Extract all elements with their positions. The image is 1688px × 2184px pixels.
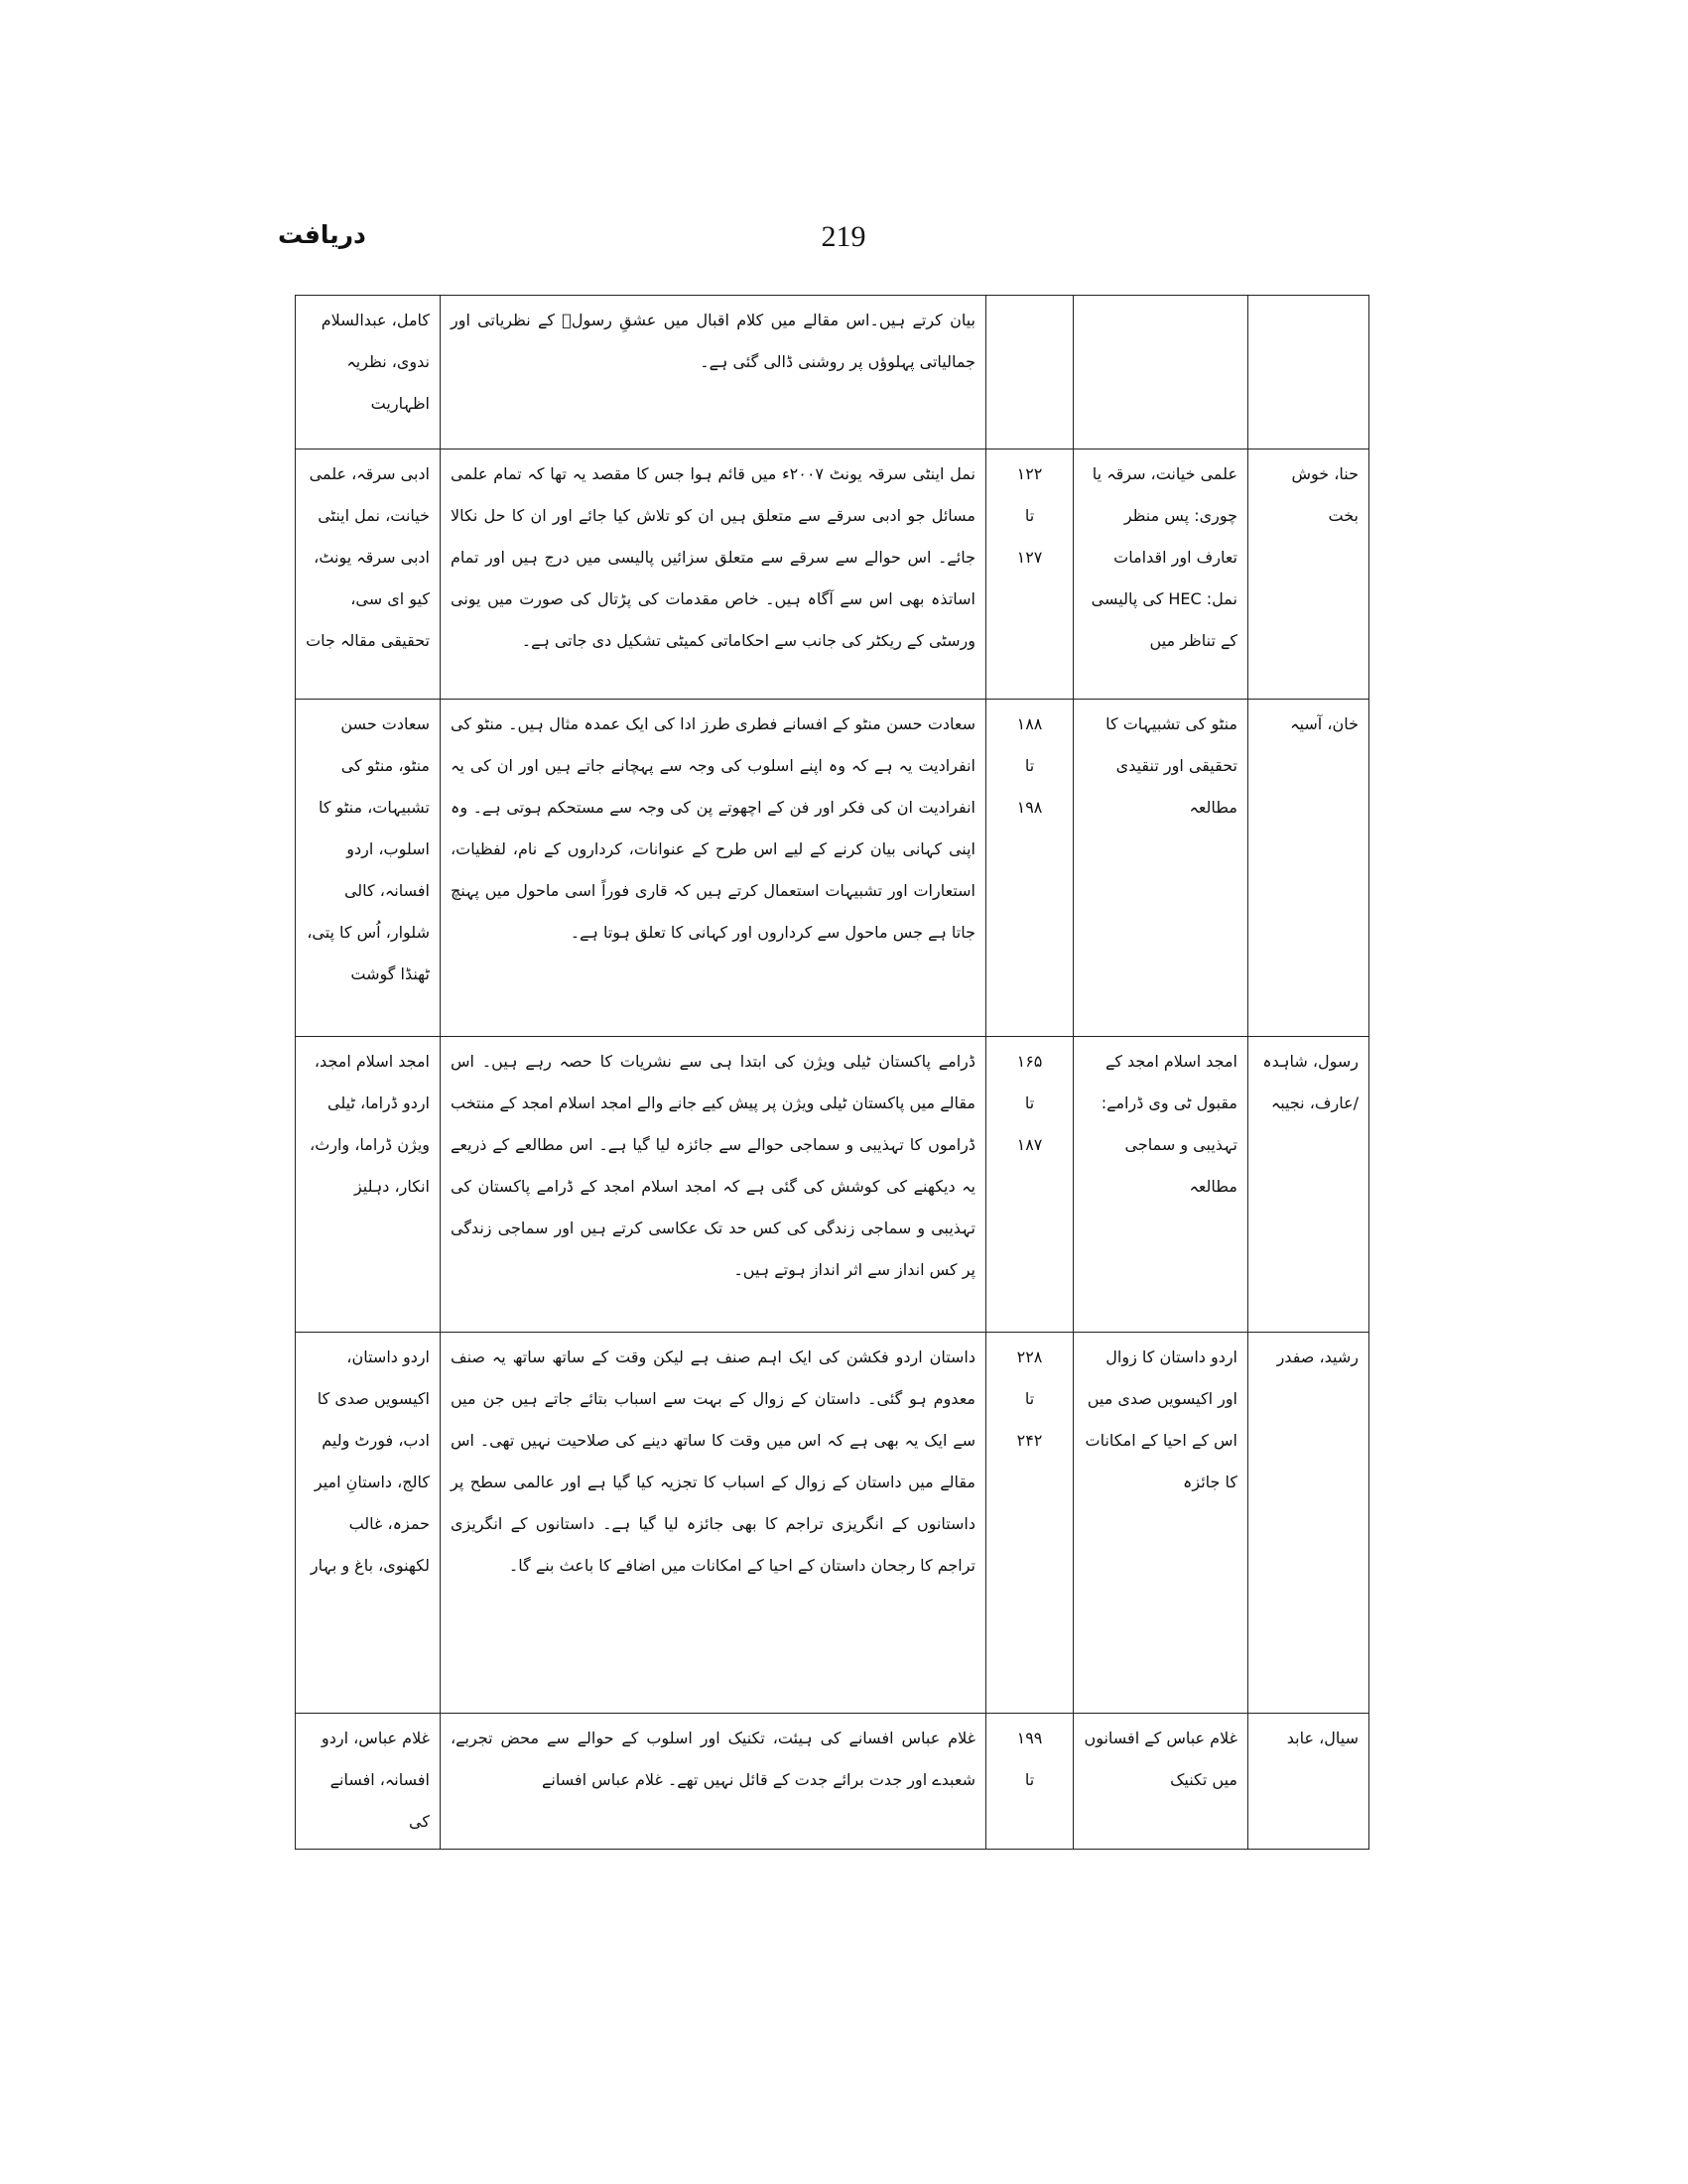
abstract-cell: غلام عباس افسانے کی ہیئت، تکنیک اور اسلوب کے حوالے سے محض تجربے، شعبدے اور جدت برائے جدت کے قائل نہیں تھے۔ غلام عباس افسانے xyxy=(441,1714,986,1850)
keywords-cell: کامل، عبدالسلام ندوی، نظریہ اظہاریت xyxy=(296,296,441,450)
title-cell: علمی خیانت، سرقہ یا چوری: پس منظر تعارف اور اقدامات نمل: HEC کی پالیسی کے تناظر میں xyxy=(1074,450,1248,700)
title-cell: منٹو کی تشبیہات کا تحقیقی اور تنقیدی مطالعہ xyxy=(1074,700,1248,1037)
table-row xyxy=(296,1714,1369,1850)
page-to: تا xyxy=(1024,1389,1035,1408)
pages-cell xyxy=(986,700,1074,1037)
page-start: ۱۲۲ xyxy=(1016,464,1043,483)
page-end: ۱۲۷ xyxy=(1016,548,1043,567)
keywords-cell: ادبی سرقہ، علمی خیانت، نمل اینٹی ادبی سرقہ یونٹ، کیو ای سی، تحقیقی مقالہ جات xyxy=(296,450,441,700)
page-end: ۱۸۷ xyxy=(1016,1135,1043,1154)
pages-cell xyxy=(986,296,1074,450)
abstract-cell: بیان کرتے ہیں۔اس مقالے میں کلام اقبال میں عشقِ رسولؐ کے نظریاتی اور جمالیاتی پہلوؤں پر روشنی ڈالی گئی ہے۔ xyxy=(441,296,986,450)
page-end: ۱۹۸ xyxy=(1016,798,1043,817)
page-end: ۲۴۲ xyxy=(1016,1431,1043,1450)
table-row xyxy=(296,1037,1369,1333)
table-row xyxy=(296,296,1369,450)
page-to: تا xyxy=(1024,1770,1035,1789)
keywords-cell: سعادت حسن منٹو، منٹو کی تشبیہات، منٹو کا اسلوب، اردو افسانہ، کالی شلوار، اُس کا پتی، ٹھنڈا گوشت xyxy=(296,700,441,1037)
page-start: ۱۹۹ xyxy=(1016,1729,1043,1747)
page-to: تا xyxy=(1024,1093,1035,1112)
keywords-cell: اردو داستان، اکیسویں صدی کا ادب، فورٹ ولیم کالج، داستانِ امیر حمزہ، غالب لکھنوی، باغ و بہار xyxy=(296,1333,441,1714)
title-cell: امجد اسلام امجد کے مقبول ٹی وی ڈرامے: تہذیبی و سماجی مطالعہ xyxy=(1074,1037,1248,1333)
page-to: تا xyxy=(1024,756,1035,775)
table-row xyxy=(296,450,1369,700)
table-row xyxy=(296,1333,1369,1714)
table-row xyxy=(296,700,1369,1037)
author-cell: حنا، خوش بخت xyxy=(1248,450,1369,700)
title-cell xyxy=(1074,296,1248,450)
author-cell: سیال، عابد xyxy=(1248,1714,1369,1850)
page-start: ۱۶۵ xyxy=(1016,1052,1043,1071)
page-start: ۱۸۸ xyxy=(1016,714,1043,733)
pages-cell xyxy=(986,1333,1074,1714)
journal-name: دریافت xyxy=(278,220,366,249)
abstract-cell: داستان اردو فکشن کی ایک اہم صنف ہے لیکن وقت کے ساتھ ساتھ یہ صنف معدوم ہو گئی۔ داستان کے زوال کے بہت سے اسباب بتائے جاتے ہیں جن میں سے ایک یہ بھی ہے کہ اس میں وقت کا ساتھ دینے کی صلاحیت نہیں تھی۔ اس مقالے میں داستان کے زوال کے اسباب کا تجزیہ کیا گیا ہے اور عالمی سطح پر داستانوں کے انگریزی تراجم کا بھی جائزہ لیا گیا ہے۔ داستانوں کے انگریزی تراجم کا رجحان داستان کے احیا کے امکانات میں اضافے کا باعث بنے گا۔ xyxy=(441,1333,986,1714)
keywords-cell: غلام عباس، اردو افسانہ، افسانے کی xyxy=(296,1714,441,1850)
title-cell: غلام عباس کے افسانوں میں تکنیک xyxy=(1074,1714,1248,1850)
author-cell: رشید، صفدر xyxy=(1248,1333,1369,1714)
author-cell xyxy=(1248,296,1369,450)
pages-cell xyxy=(986,1037,1074,1333)
keywords-cell: امجد اسلام امجد، اردو ڈراما، ٹیلی ویژن ڈراما، وارث، انکار، دہلیز xyxy=(296,1037,441,1333)
pages-cell xyxy=(986,1714,1074,1850)
title-cell: اردو داستان کا زوال اور اکیسویں صدی میں اس کے احیا کے امکانات کا جائزہ xyxy=(1074,1333,1248,1714)
abstract-cell: نمل اینٹی سرقہ یونٹ ۲۰۰۷ء میں قائم ہوا جس کا مقصد یہ تھا کہ تمام علمی مسائل جو ادبی سرقے سے متعلق ہیں ان کو تلاش کیا جائے اور ان کا حل نکالا جائے۔ اس حوالے سے سرقے سے متعلق سزائیں پالیسی میں درج ہیں اور تمام اساتذہ بھی اس سے آگاہ ہیں۔ خاص مقدمات کی پڑتال کی صورت میں یونی ورسٹی کے ریکٹر کی جانب سے احکاماتی کمیٹی تشکیل دی جاتی ہے۔ xyxy=(441,450,986,700)
page-to: تا xyxy=(1024,506,1035,525)
page-number: 219 xyxy=(821,220,866,253)
pages-cell xyxy=(986,450,1074,700)
abstract-cell: سعادت حسن منٹو کے افسانے فطری طرز ادا کی ایک عمدہ مثال ہیں۔ منٹو کی انفرادیت یہ ہے کہ وہ اپنے اسلوب کی وجہ سے پہچانے جاتے ہیں اور ان کی یہ انفرادیت ان کی فکر اور فن کے اچھوتے پن کی وجہ سے مستحکم ہوتی ہے۔ وہ اپنی کہانی بیان کرنے کے لیے اس طرح کے عنوانات، کرداروں کے نام، لفظیات، استعارات اور تشبیہات استعمال کرتے ہیں کہ قاری فوراً اسی ماحول میں پہنچ جاتا ہے جس ماحول سے کرداروں اور کہانی کا تعلق ہوتا ہے۔ xyxy=(441,700,986,1037)
author-cell: خان، آسیہ xyxy=(1248,700,1369,1037)
index-table xyxy=(295,295,1369,1850)
page-start: ۲۲۸ xyxy=(1016,1348,1043,1366)
author-cell: رسول، شاہدہ /عارف، نجیبہ xyxy=(1248,1037,1369,1333)
abstract-cell: ڈرامے پاکستان ٹیلی ویژن کی ابتدا ہی سے نشریات کا حصہ رہے ہیں۔ اس مقالے میں پاکستان ٹیلی ویژن پر پیش کیے جانے والے امجد اسلام امجد کے منتخب ڈراموں کا تہذیبی و سماجی حوالے سے جائزہ لیا گیا ہے۔ اس مطالعے کے ذریعے یہ دیکھنے کی کوشش کی گئی ہے کہ امجد اسلام امجد کے ڈرامے پاکستان کی تہذیبی و سماجی زندگی کی کس حد تک عکاسی کرتے ہیں اور سماجی زندگی پر کس انداز سے اثر انداز ہوتے ہیں۔ xyxy=(441,1037,986,1333)
